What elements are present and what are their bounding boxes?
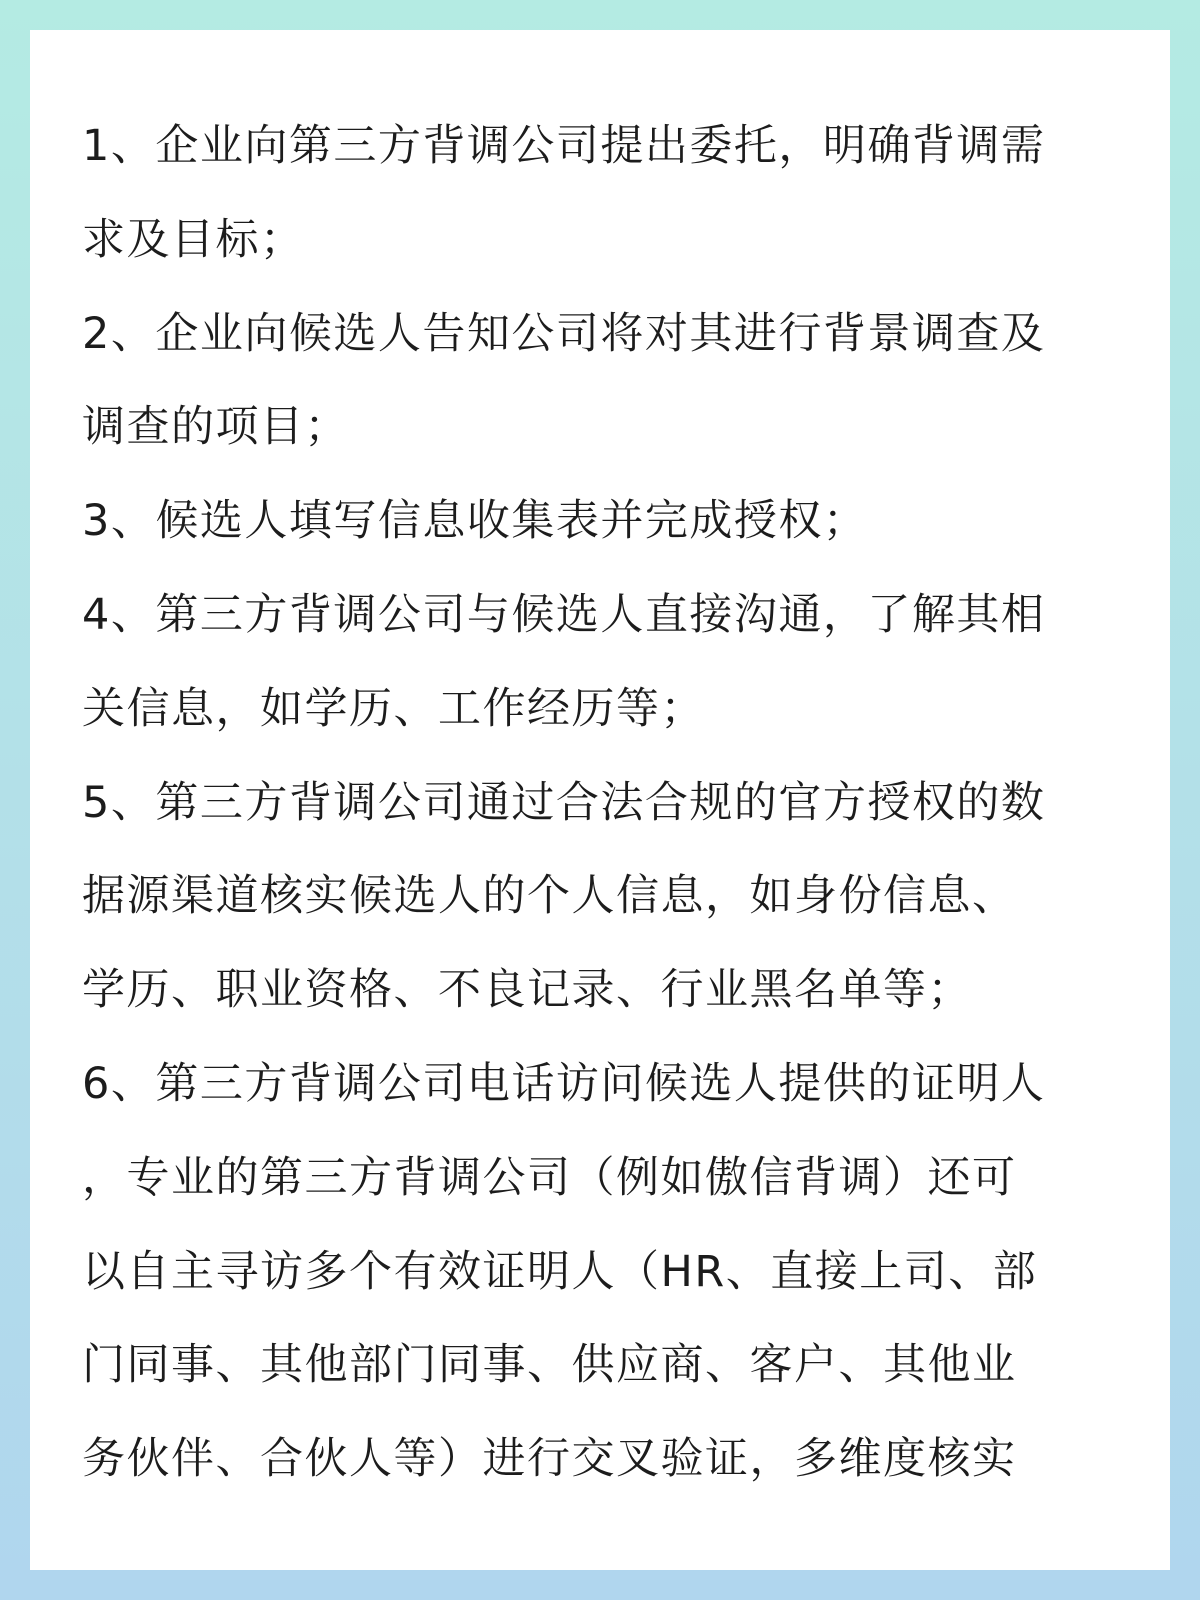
step-6-line-3: 以自主寻访多个有效证明人（HR、直接上司、部	[82, 1246, 1038, 1297]
step-item-4	[82, 569, 1150, 757]
step-item-2	[82, 288, 1150, 476]
step-item-3	[82, 475, 1150, 569]
step-item-6	[82, 1038, 1150, 1507]
step-4-line-2: 关信息，如学历、工作经历等；	[82, 683, 705, 734]
step-4-line-1: 4、第三方背调公司与候选人直接沟通，了解其相	[82, 589, 1046, 640]
step-2-line-1: 2、企业向候选人告知公司将对其进行背景调查及	[82, 308, 1046, 359]
step-2-line-2: 调查的项目；	[82, 402, 349, 453]
step-item-1	[82, 100, 1150, 288]
content-card	[30, 30, 1170, 1570]
step-5-line-3: 学历、职业资格、不良记录、行业黑名单等；	[82, 965, 972, 1016]
step-1-line-2: 求及目标；	[82, 214, 305, 265]
step-6-line-4: 门同事、其他部门同事、供应商、客户、其他业	[82, 1340, 1017, 1391]
step-1-line-1: 1、企业向第三方背调公司提出委托，明确背调需	[82, 121, 1046, 171]
step-5-line-2: 据源渠道核实候选人的个人信息，如身份信息、	[82, 871, 1017, 922]
step-6-line-2: ，专业的第三方背调公司（例如傲信背调）还可	[82, 1152, 1017, 1203]
step-5-line-1: 5、第三方背调公司通过合法合规的官方授权的数	[82, 777, 1046, 828]
step-6-line-1: 6、第三方背调公司电话访问候选人提供的证明人	[82, 1058, 1046, 1109]
step-list	[82, 100, 1150, 1507]
step-6-line-5: 务伙伴、合伙人等）进行交叉验证，多维度核实	[82, 1434, 1017, 1485]
step-item-5	[82, 757, 1150, 1038]
step-3-line-1: 3、候选人填写信息收集表并完成授权；	[82, 496, 868, 547]
